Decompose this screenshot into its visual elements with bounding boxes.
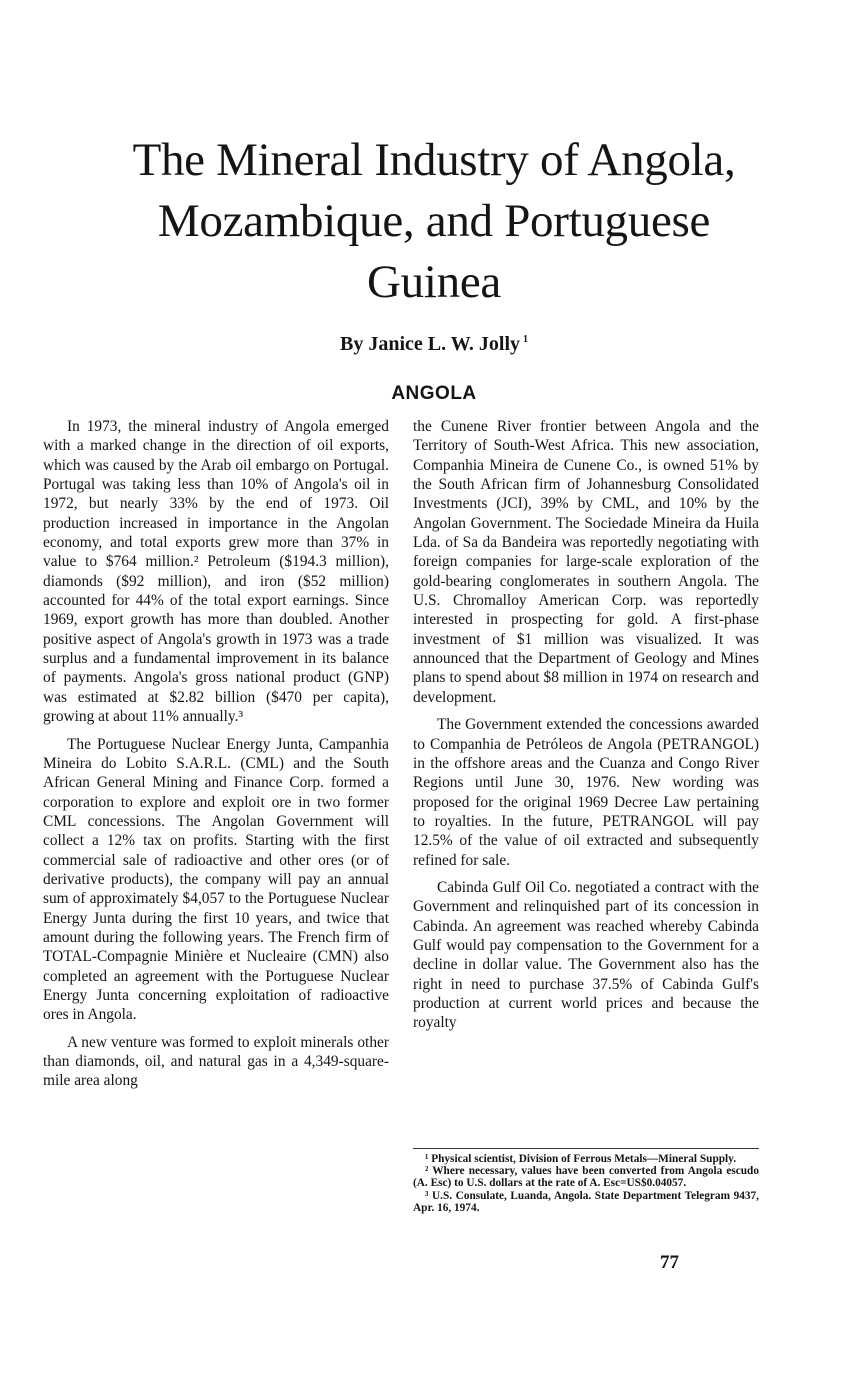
title-line: Guinea	[367, 256, 501, 308]
title-line: The Mineral Industry of Angola,	[132, 134, 736, 186]
left-column	[43, 417, 389, 1099]
footnotes	[413, 1148, 759, 1214]
footnote: ³ U.S. Consulate, Luanda, Angola. State Department Telegram 9437, Apr. 16, 1974.	[413, 1189, 759, 1214]
paragraph: The Government extended the concessions awarded to Companhia de Petróleos de Angola (PETRANGOL) in the offshore areas and the Cuanza and Congo River Regions until June 30, 1976. New wording was proposed for the original 1969 Decree Law pertaining to royalties. In the future, PETRANGOL will pay 12.5% of the value of oil extracted and subsequently refined for sale.	[413, 716, 759, 869]
article-title	[40, 130, 828, 313]
title-line: Mozambique, and Portuguese	[157, 195, 711, 247]
paragraph: A new venture was formed to exploit minerals other than diamonds, oil, and natural gas in a 4,349-square-mile area along	[43, 1033, 389, 1090]
paragraph: The Portuguese Nuclear Energy Junta, Campanhia Mineira do Lobito S.A.R.L. (CML) and the South African General Mining and Finance Corp. formed a corporation to explore and exploit ore in two former CML concessions. The Angolan Government will collect a 12% tax on profits. Starting with the first commercial sale of radioactive and other ores (or of derivative products), the company will pay an annual sum of approximately $4,057 to the Portuguese Nuclear Energy Junta during the first 10 years, and twice that amount during the following years. The French firm of TOTAL-Compagnie Minière et Nucleaire (CMN) also completed an agreement with the Portuguese Nuclear Energy Junta concerning exploitation of radioactive ores in Angola.	[43, 735, 389, 1024]
author-name: By Janice L. W. Jolly	[339, 333, 521, 355]
section-heading: ANGOLA	[391, 383, 477, 404]
footnote: ¹ Physical scientist, Division of Ferrous Metals—Mineral Supply.	[425, 1153, 737, 1165]
paragraph: Cabinda Gulf Oil Co. negotiated a contract with the Government and relinquished part of its concession in Cabinda. An agreement was reached whereby Cabinda Gulf would pay compensation to the Government for a decline in dollar value. The Government also has the right in need to purchase 37.5% of Cabinda Gulf's production at current world prices and because the royalty	[413, 878, 759, 1032]
footnote-marker: 1	[523, 334, 529, 346]
page-number: 77	[660, 1252, 679, 1273]
right-column	[413, 417, 759, 1041]
byline	[0, 333, 868, 356]
footnote: ² Where necessary, values have been converted from Angola escudo (A. Esc) to U.S. dollars at the rate of A. Esc=US$0.04057.	[413, 1165, 759, 1190]
paragraph: In 1973, the mineral industry of Angola emerged with a marked change in the direction of oil exports, which was caused by the Arab oil embargo on Portugal. Portugal was taking less than 10% of Angola's oil in 1972, but nearly 33% by the end of 1973. Oil production increased in importance in the Angolan economy, and total exports grew more than 37% in value to $764 million.² Petroleum ($194.3 million), diamonds ($92 million), and iron ($52 million) accounted for 44% of the total export earnings. Since 1969, export growth has more than doubled. Another positive aspect of Angola's growth in 1973 was a trade surplus and a fundamental improvement in its balance of payments. Angola's gross national product (GNP) was estimated at $2.82 billion ($470 per capita), growing at about 11% annually.³	[43, 418, 389, 726]
paragraph: the Cunene River frontier between Angola and the Territory of South-West Africa. This new association, Companhia Mineira de Cunene Co., is owned 51% by the South African firm of Johannesburg Consolidated Investments (JCI), 39% by CML, and 10% by the Angolan Government. The Sociedade Mineira da Huila Lda. of Sa da Bandeira was reportedly negotiating with foreign companies for large-scale exploration of the gold-bearing conglomerates in southern Angola. The U.S. Chromalloy American Corp. was reportedly interested in prospecting for gold. A first-phase investment of $1 million was visualized. It was announced that the Department of Geology and Mines plans to spend about $8 million in 1974 on research and development.	[413, 418, 759, 706]
